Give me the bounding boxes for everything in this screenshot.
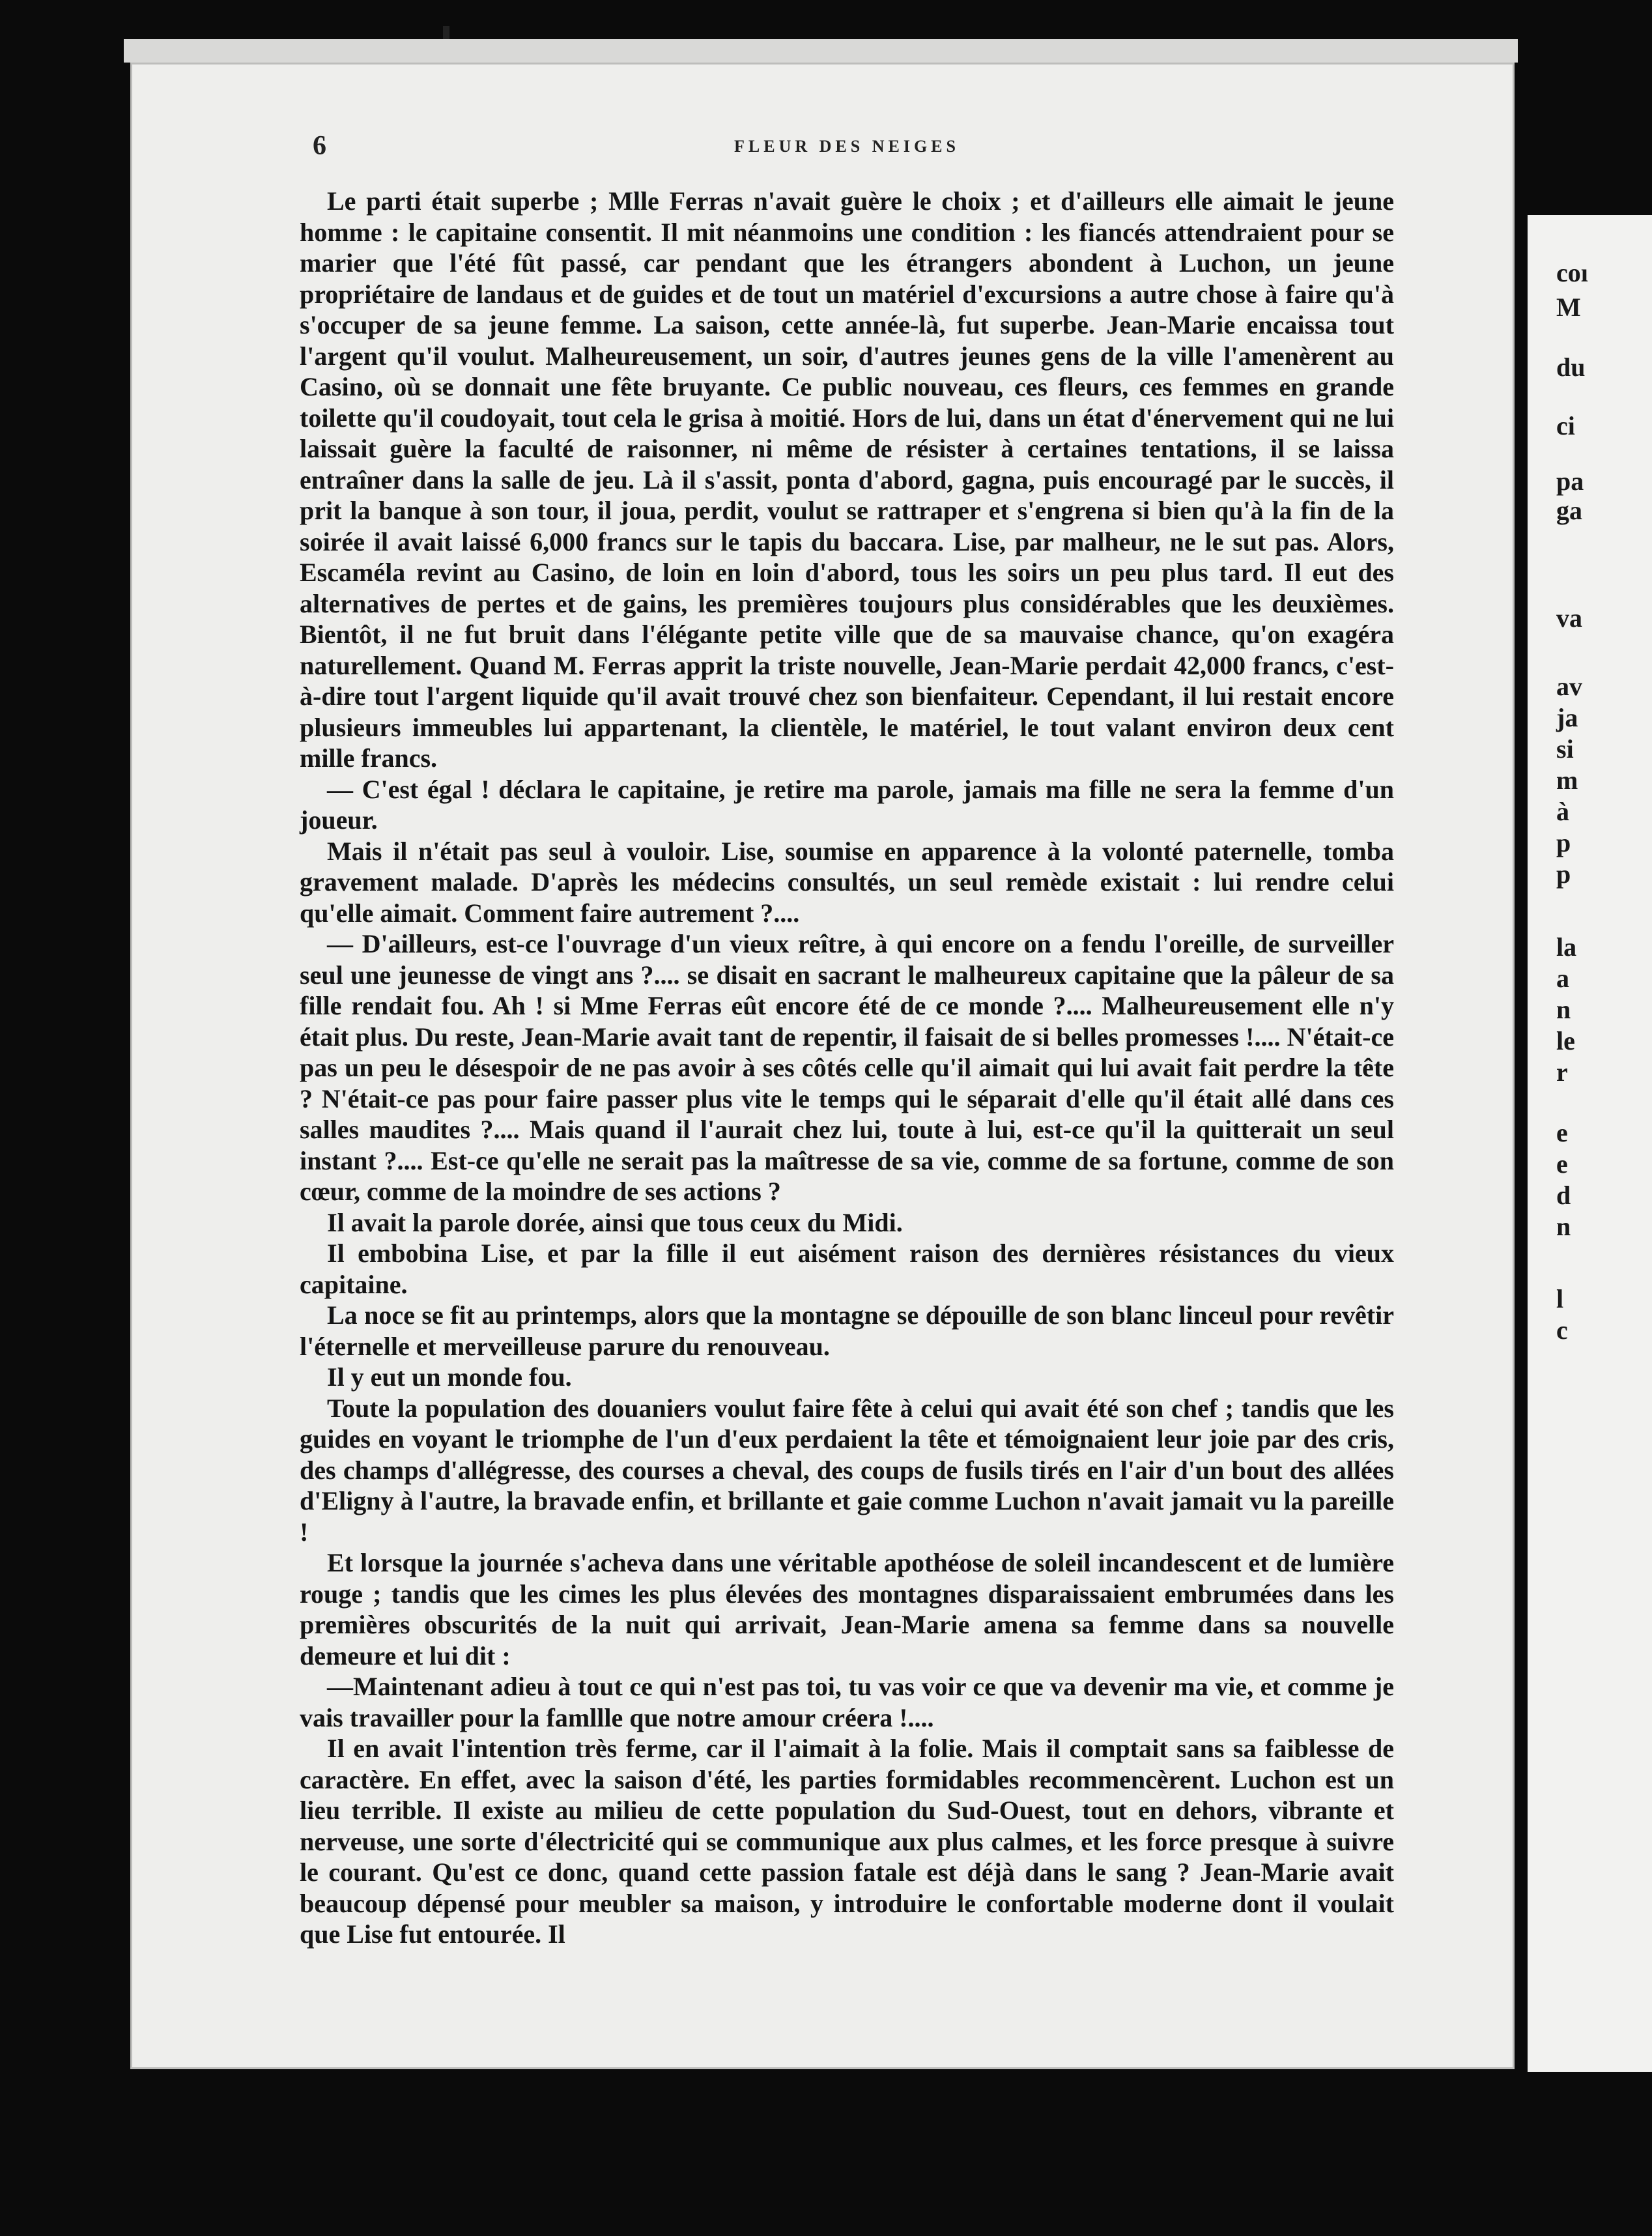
adjacent-fragment: si [1556, 734, 1574, 764]
page-number: 6 [313, 131, 326, 161]
running-title: FLEUR DES NEIGES [734, 137, 960, 156]
paragraph: — C'est égal ! déclara le capitaine, je retire ma parole, jamais ma fille ne sera la femme d'un joueur. [300, 774, 1394, 835]
paragraph: Il embobina Lise, et par la fille il eut aisément raison des dernières résistances du vieux capitaine. [300, 1239, 1394, 1299]
adjacent-fragment: p [1556, 828, 1571, 857]
adjacent-fragment: le [1556, 1026, 1575, 1055]
paragraph: —Maintenant adieu à tout ce qui n'est pas toi, tu vas voir ce que va devenir ma vie, et comme je vais travailler pour la famllle que notre amour créera !.... [300, 1672, 1394, 1732]
adjacent-page-sliver [1528, 215, 1652, 2072]
adjacent-fragment: n [1556, 995, 1571, 1024]
paragraph: Le parti était superbe ; Mlle Ferras n'avait guère le choix ; et d'ailleurs elle aimait le jeune homme : le capitaine consentit. Il mit néanmoins une condition : les fiancés attendraient pour se marier que l'été fût passé, car pendant que les étrangers abondent à Luchon, un jeune propriétaire de landaus et de guides et de tout un matériel d'excursions a autre chose à faire qu'à s'occuper de sa jeune femme. La saison, cette année-là, fut superbe. Jean-Marie encaissa tout l'argent qu'il voulut. Malheureusement, un soir, d'autres jeunes gens de la ville l'amenèrent au Casino, où se donnait une fête bruyante. Ce public nouveau, ces fleurs, ces femmes en grande toilette qu'il coudoyait, tout cela le grisa à moitié. Hors de lui, dans un état d'énervement qui ne lui laissait guère la faculté de raisonner, ni même de résister à certaines tentations, il se laissa entraîner dans la salle de jeu. Là il s'assit, ponta d'abord, gagna, puis encouragé par le succès, il prit la banque à son tour, il joua, perdit, voulut se rattraper et s'engrena si bien qu'à la fin de la soirée il avait laissé 6,000 francs sur le tapis du baccara. Lise, par malheur, ne le sut pas. Alors, Escaméla revint au Casino, de loin en loin d'abord, tous les soirs un peu plus tard. Il eut des alternatives de pertes et de gains, les premières toujours plus considérables que les deuxièmes. Bientôt, il ne fut bruit dans l'élégante petite ville que de sa mauvaise chance, qu'on exagéra naturellement. Quand M. Ferras apprit la triste nouvelle, Jean-Marie perdait 42,000 francs, c'est-à-dire tout l'argent liquide qu'il avait trouvé chez son bienfaiteur. Cependant, il lui restait encore plusieurs immeubles lui appartenant, la clientèle, le matériel, le tout valant environ deux cent mille francs. [300, 186, 1394, 773]
adjacent-fragment: va [1556, 603, 1582, 633]
adjacent-fragment: ci [1556, 411, 1575, 440]
adjacent-fragment: c [1556, 1315, 1568, 1345]
adjacent-fragment: du [1556, 352, 1586, 382]
adjacent-fragment: e [1556, 1149, 1568, 1179]
adjacent-fragment: à [1556, 797, 1569, 826]
adjacent-fragment: r [1556, 1057, 1568, 1087]
paragraph: — D'ailleurs, est-ce l'ouvrage d'un vieux reître, à qui encore on a fendu l'oreille, de surveiller seul une jeunesse de vingt ans ?.... se disait en sacrant le malheureux capitaine que la pâleur de sa fille rendait fou. Ah ! si Mme Ferras eût encore été de ce monde ?.... Malheureusement elle n'y était plus. Du reste, Jean-Marie avait tant de repentir, il faisait de si belles promesses !.... N'était-ce pas un peu le désespoir de ne pas avoir à ses côtés celle qu'il aimait qui lui avait fait perdre la tête ? N'était-ce pas pour faire passer plus vite le temps qui le séparait d'elle qu'il était allé dans ces salles maudites ?.... Mais quand il l'aurait chez lui, toute à lui, est-ce qu'il la quitterait un seul instant ?.... Est-ce qu'elle ne serait pas la maîtresse de sa vie, comme de sa fortune, comme de son cœur, comme de la moindre de ses actions ? [300, 929, 1394, 1206]
adjacent-fragment: e [1556, 1118, 1568, 1147]
adjacent-fragment: ga [1556, 496, 1582, 525]
adjacent-fragment: p [1556, 859, 1571, 889]
paragraph: La noce se fit au printemps, alors que la montagne se dépouille de son blanc linceul pour revêtir l'éternelle et merveilleuse parure du renouveau. [300, 1300, 1394, 1361]
paragraph: Il en avait l'intention très ferme, car il l'aimait à la folie. Mais il comptait sans sa faiblesse de caractère. En effet, avec la saison d'été, les parties formidables recommencèrent. Luchon est un lieu terrible. Il existe au milieu de cette population du Sud-Ouest, tout en dehors, vibrante et nerveuse, une sorte d'électricité qui se communique aux plus calmes, et les force presque à suivre le courant. Qu'est ce donc, quand cette passion fatale est déjà dans le sang ? Jean-Marie avait beaucoup dépensé pour meubler sa maison, y introduire le confortable moderne dont il voulait que Lise fut entourée. Il [300, 1734, 1394, 1949]
adjacent-fragment: d [1556, 1181, 1571, 1210]
paragraph: Mais il n'était pas seul à vouloir. Lise, soumise en apparence à la volonté paternelle, tomba gravement malade. D'après les médecins consultés, un seul remède existait : lui rendre celui qu'elle aimait. Comment faire autrement ?.... [300, 836, 1394, 928]
scan-top-edge [124, 39, 1518, 63]
adjacent-fragment: coı [1556, 258, 1588, 287]
adjacent-fragment: m [1556, 766, 1578, 795]
page-header [313, 130, 1381, 169]
paragraph: Il y eut un monde fou. [327, 1362, 572, 1392]
adjacent-fragment: M [1556, 293, 1581, 322]
paragraph: Toute la population des douaniers voulut faire fête à celui qui avait été son chef ; tandis que les guides en voyant le triomphe de l'un d'eux perdaient la tête et témoignaient leur joie par des cris, des champs d'allégresse, des courses a cheval, des coups de fusils tirés en l'air d'un bout des allées d'Eligny à l'autre, la bravade enfin, et brillante et gaie comme Luchon n'avait jamait vu la pareille ! [300, 1393, 1394, 1547]
adjacent-fragment: a [1556, 964, 1569, 993]
paragraph: Et lorsque la journée s'acheva dans une véritable apothéose de soleil incandescent et de lumière rouge ; tandis que les cimes les plus élevées des montagnes disparaissaient embrumées dans les premières obscurités de la nuit qui arrivait, Jean-Marie amena sa femme dans sa nouvelle demeure et lui dit : [300, 1548, 1394, 1670]
adjacent-fragment: l [1556, 1284, 1564, 1313]
adjacent-fragment: pa [1556, 466, 1584, 496]
adjacent-fragment: av [1556, 672, 1582, 701]
adjacent-fragment: ja [1556, 703, 1578, 732]
adjacent-fragment: n [1556, 1212, 1571, 1241]
paragraph: Il avait la parole dorée, ainsi que tous ceux du Midi. [327, 1207, 903, 1237]
adjacent-fragment: la [1556, 932, 1577, 962]
body-text [300, 186, 1394, 1950]
